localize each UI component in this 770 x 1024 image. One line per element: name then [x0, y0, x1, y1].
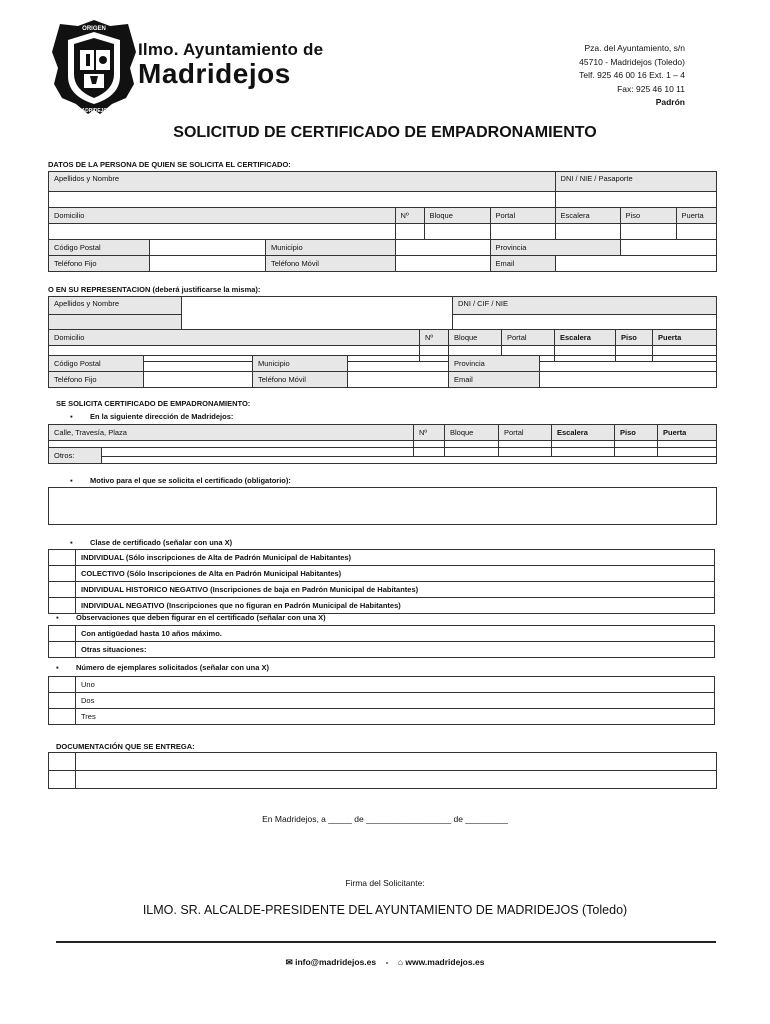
documentacion-heading: DOCUMENTACIÓN QUE SE ENTREGA:: [56, 742, 195, 751]
clase-table: [48, 549, 715, 614]
tel-movil-label: Teléfono Móvil: [266, 256, 396, 272]
rep-provincia-field[interactable]: [540, 356, 717, 372]
address-line: 45710 - Madridejos (Toledo): [579, 56, 685, 67]
clase-option: INDIVIDUAL HISTORICO NEGATIVO (Inscripciones de baja en Padrón Municipal de Habitantes): [76, 582, 715, 598]
portal-field[interactable]: [490, 224, 555, 240]
seal-text-bottom: MADRIDEJOS: [77, 108, 111, 114]
obs-option: Otras situaciones:: [76, 642, 715, 658]
address-line: Pza. del Ayuntamiento, s/n: [584, 43, 685, 53]
name-label: Apellidos y Nombre: [49, 172, 556, 192]
doc-checkbox[interactable]: [49, 771, 76, 789]
seal-text-top: ORIGEN: [82, 26, 106, 32]
otros-field[interactable]: [102, 448, 717, 464]
motivo-textarea[interactable]: [48, 487, 717, 525]
otros-table: [48, 447, 717, 464]
calle-puerta-label: Puerta: [658, 425, 717, 441]
clase-option: INDIVIDUAL (Sólo inscripciones de Alta de Padrón Municipal de Habitantes): [76, 550, 715, 566]
ejemplares-table: [48, 676, 715, 725]
department-label: Padrón: [655, 97, 685, 107]
portal-label: Portal: [490, 208, 555, 224]
rep-provincia-label: Provincia: [449, 356, 540, 372]
section2-heading: O EN SU REPRESENTACION (deberá justificarse la misma):: [48, 285, 261, 294]
escalera-label: Escalera: [555, 208, 620, 224]
municipio-field[interactable]: [395, 240, 490, 256]
clase-checkbox[interactable]: [49, 598, 76, 614]
seal-logo: [50, 18, 138, 118]
section1-heading: DATOS DE LA PERSONA DE QUIEN SE SOLICITA EL CERTIFICADO:: [48, 160, 291, 169]
person-table: [48, 171, 717, 272]
calle-piso-label: Piso: [615, 425, 658, 441]
rep-name-label: Apellidos y Nombre: [49, 297, 182, 315]
bullet-icon: ▪: [70, 412, 73, 421]
contact-address: [485, 42, 685, 110]
home-icon: ⌂: [397, 957, 403, 967]
doc-field[interactable]: [76, 771, 717, 789]
mail-icon: ✉: [285, 957, 293, 967]
representative-table: [48, 296, 717, 331]
rep-bloque-label: Bloque: [449, 330, 502, 346]
otros-label: Otros:: [49, 448, 102, 464]
bullet-motivo-text: Motivo para el que se solicita el certificado (obligatorio):: [90, 476, 291, 485]
name-field[interactable]: [49, 192, 556, 208]
email-field[interactable]: [555, 256, 716, 272]
rep-tel-movil-label: Teléfono Móvil: [253, 372, 348, 388]
bullet-icon: ▪: [56, 613, 59, 622]
rep-tel-fijo-label: Teléfono Fijo: [49, 372, 144, 388]
ejemplar-checkbox[interactable]: [49, 677, 76, 693]
place-date-line: En Madridejos, a _____ de __________________ de _________: [262, 814, 508, 824]
ejemplar-checkbox[interactable]: [49, 709, 76, 725]
bullet-motivo: [70, 476, 291, 485]
domicilio-field[interactable]: [49, 224, 396, 240]
bullet-clase: [70, 538, 232, 547]
puerta-field[interactable]: [676, 224, 716, 240]
clase-option: INDIVIDUAL NEGATIVO (Inscripciones que no figuran en Padrón Municipal de Habitantes): [76, 598, 715, 614]
id-field[interactable]: [555, 192, 716, 208]
puerta-label: Puerta: [676, 208, 716, 224]
section3-heading: SE SOLICITA CERTIFICADO DE EMPADRONAMIENTO:: [56, 399, 251, 408]
rep-tel-fijo-field[interactable]: [144, 372, 253, 388]
bullet-address-text: En la siguiente dirección de Madridejos:: [90, 412, 234, 421]
rep-email-label: Email: [449, 372, 540, 388]
municipio-label: Municipio: [266, 240, 396, 256]
bullet-ejemplares-text: Número de ejemplares solicitados (señalar con una X): [76, 663, 269, 672]
address-line: Telf. 925 46 00 16 Ext. 1 – 4: [579, 70, 685, 80]
signature-label: Firma del Solicitante:: [345, 878, 425, 888]
doc-checkbox[interactable]: [49, 753, 76, 771]
provincia-label: Provincia: [490, 240, 620, 256]
tel-movil-field[interactable]: [395, 256, 490, 272]
calle-portal-label: Portal: [499, 425, 552, 441]
bullet-icon: ▪: [70, 476, 73, 485]
num-label: Nº: [395, 208, 424, 224]
bullet-obs: [56, 613, 326, 622]
id-label: DNI / NIE / Pasaporte: [555, 172, 716, 192]
bloque-field[interactable]: [424, 224, 490, 240]
doc-field[interactable]: [76, 753, 717, 771]
rep-contact-table: [48, 355, 717, 388]
addressee: ILMO. SR. ALCALDE-PRESIDENTE DEL AYUNTAMIENTO DE MADRIDEJOS (Toledo): [142, 903, 628, 917]
ejemplar-option: Tres: [76, 709, 715, 725]
rep-domicilio-label: Domicilio: [49, 330, 420, 346]
provincia-field[interactable]: [620, 240, 716, 256]
rep-municipio-field[interactable]: [348, 356, 449, 372]
clase-checkbox[interactable]: [49, 582, 76, 598]
footer-separator: -: [385, 957, 389, 967]
escalera-field[interactable]: [555, 224, 620, 240]
calle-bloque-label: Bloque: [445, 425, 499, 441]
obs-option: Con antigüedad hasta 10 años máximo.: [76, 626, 715, 642]
clase-option: COLECTIVO (Sólo Inscripciones de Alta en Padrón Municipal Habitantes): [76, 566, 715, 582]
ejemplar-option: Dos: [76, 693, 715, 709]
rep-piso-label: Piso: [616, 330, 653, 346]
rep-tel-movil-field[interactable]: [348, 372, 449, 388]
org-name-line1: Ilmo. Ayuntamiento de: [138, 40, 324, 59]
bullet-ejemplares: [56, 663, 269, 672]
rep-name-field[interactable]: [182, 297, 453, 331]
bullet-icon: ▪: [56, 663, 59, 672]
piso-label: Piso: [620, 208, 676, 224]
piso-field[interactable]: [620, 224, 676, 240]
form-title: SOLICITUD DE CERTIFICADO DE EMPADRONAMIENTO: [173, 124, 597, 141]
footer-web[interactable]: www.madridejos.es: [405, 957, 485, 967]
rep-puerta-label: Puerta: [653, 330, 717, 346]
rep-portal-label: Portal: [502, 330, 555, 346]
clase-checkbox[interactable]: [49, 550, 76, 566]
obs-table: [48, 625, 715, 658]
footer-email[interactable]: info@madridejos.es: [295, 957, 377, 967]
num-field[interactable]: [395, 224, 424, 240]
calle-num-label: Nº: [414, 425, 445, 441]
documentacion-table: [48, 752, 717, 789]
rep-email-field[interactable]: [540, 372, 717, 388]
obs-checkbox[interactable]: [49, 642, 76, 658]
footer-divider: [56, 941, 716, 943]
tel-fijo-label: Teléfono Fijo: [49, 256, 150, 272]
address-line: Fax: 925 46 10 11: [617, 83, 685, 94]
ejemplar-option: Uno: [76, 677, 715, 693]
calle-label: Calle, Travesía, Plaza: [49, 425, 414, 441]
bullet-obs-text: Observaciones que deben figurar en el certificado (señalar con una X): [76, 613, 326, 622]
calle-escalera-label: Escalera: [552, 425, 615, 441]
rep-num-label: Nº: [420, 330, 449, 346]
clase-checkbox[interactable]: [49, 566, 76, 582]
obs-checkbox[interactable]: [49, 626, 76, 642]
footer: [0, 957, 770, 968]
bullet-icon: ▪: [70, 538, 73, 547]
rep-cp-field[interactable]: [144, 356, 253, 372]
rep-id-label: DNI / CIF / NIE: [453, 297, 717, 315]
org-name-line2: Madridejos: [138, 58, 291, 89]
rep-escalera-label: Escalera: [555, 330, 616, 346]
bloque-label: Bloque: [424, 208, 490, 224]
bullet-address: [70, 412, 233, 421]
ejemplar-checkbox[interactable]: [49, 693, 76, 709]
tel-fijo-field[interactable]: [150, 256, 266, 272]
cp-field[interactable]: [150, 240, 266, 256]
email-label: Email: [490, 256, 555, 272]
bullet-clase-text: Clase de certificado (señalar con una X): [90, 538, 233, 547]
cp-label: Código Postal: [49, 240, 150, 256]
domicilio-label: Domicilio: [49, 208, 396, 224]
rep-municipio-label: Municipio: [253, 356, 348, 372]
rep-cp-label: Código Postal: [49, 356, 144, 372]
